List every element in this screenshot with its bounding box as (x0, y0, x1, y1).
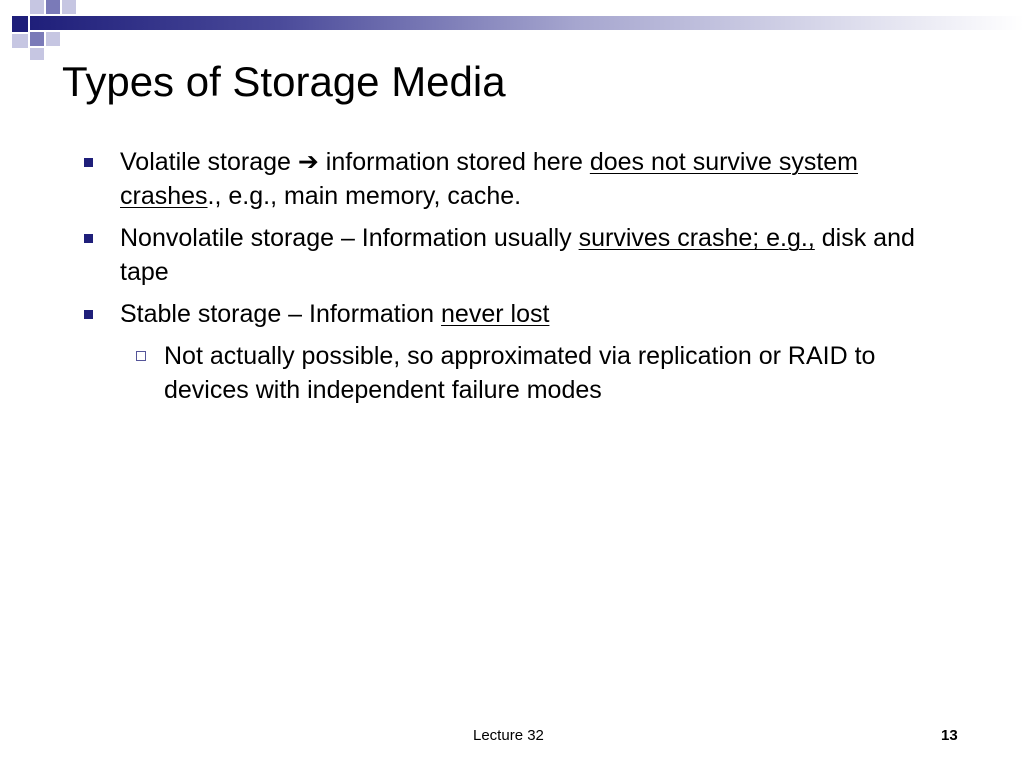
slide-title: Types of Storage Media (62, 58, 506, 105)
sub-bullet-text: Not actually possible, so approximated via replication or RAID to devices with independent failure modes (164, 342, 876, 404)
decor-square-icon (30, 48, 44, 60)
bullet-item (84, 145, 924, 213)
bullet-text: Nonvolatile storage – Information usually (120, 224, 579, 252)
square-bullet-icon (84, 158, 93, 167)
square-bullet-icon (84, 310, 93, 319)
decor-square-icon (62, 0, 76, 14)
hollow-square-bullet-icon (136, 351, 146, 361)
bullet-item (84, 221, 924, 289)
underlined-text: does not survive system crashes (120, 148, 859, 210)
bullet-item (84, 297, 924, 331)
decor-square-icon (30, 32, 44, 46)
slide-number: 13 (941, 727, 958, 744)
square-bullet-icon (84, 234, 93, 243)
right-arrow-icon: ➔ (297, 148, 319, 176)
bullet-text: disk and tape (120, 224, 915, 286)
sub-bullet-item (84, 339, 924, 407)
header-gradient-bar (30, 16, 1024, 30)
bullet-text: Volatile storage (120, 148, 298, 176)
decor-square-icon (46, 0, 60, 14)
bullet-text: information stored here (318, 148, 590, 176)
decor-square-icon (30, 0, 44, 14)
bullet-text: Stable storage – Information (120, 300, 442, 328)
decor-square-icon (12, 16, 28, 32)
bullet-text: ., e.g., main memory, cache. (207, 182, 522, 210)
slide-body (84, 145, 924, 415)
underlined-text: never lost (441, 300, 550, 328)
footer-lecture-label: Lecture 32 (473, 727, 544, 744)
underlined-text: survives crashe; e.g., (578, 224, 815, 252)
decor-square-icon (46, 32, 60, 46)
decor-square-icon (12, 34, 28, 48)
